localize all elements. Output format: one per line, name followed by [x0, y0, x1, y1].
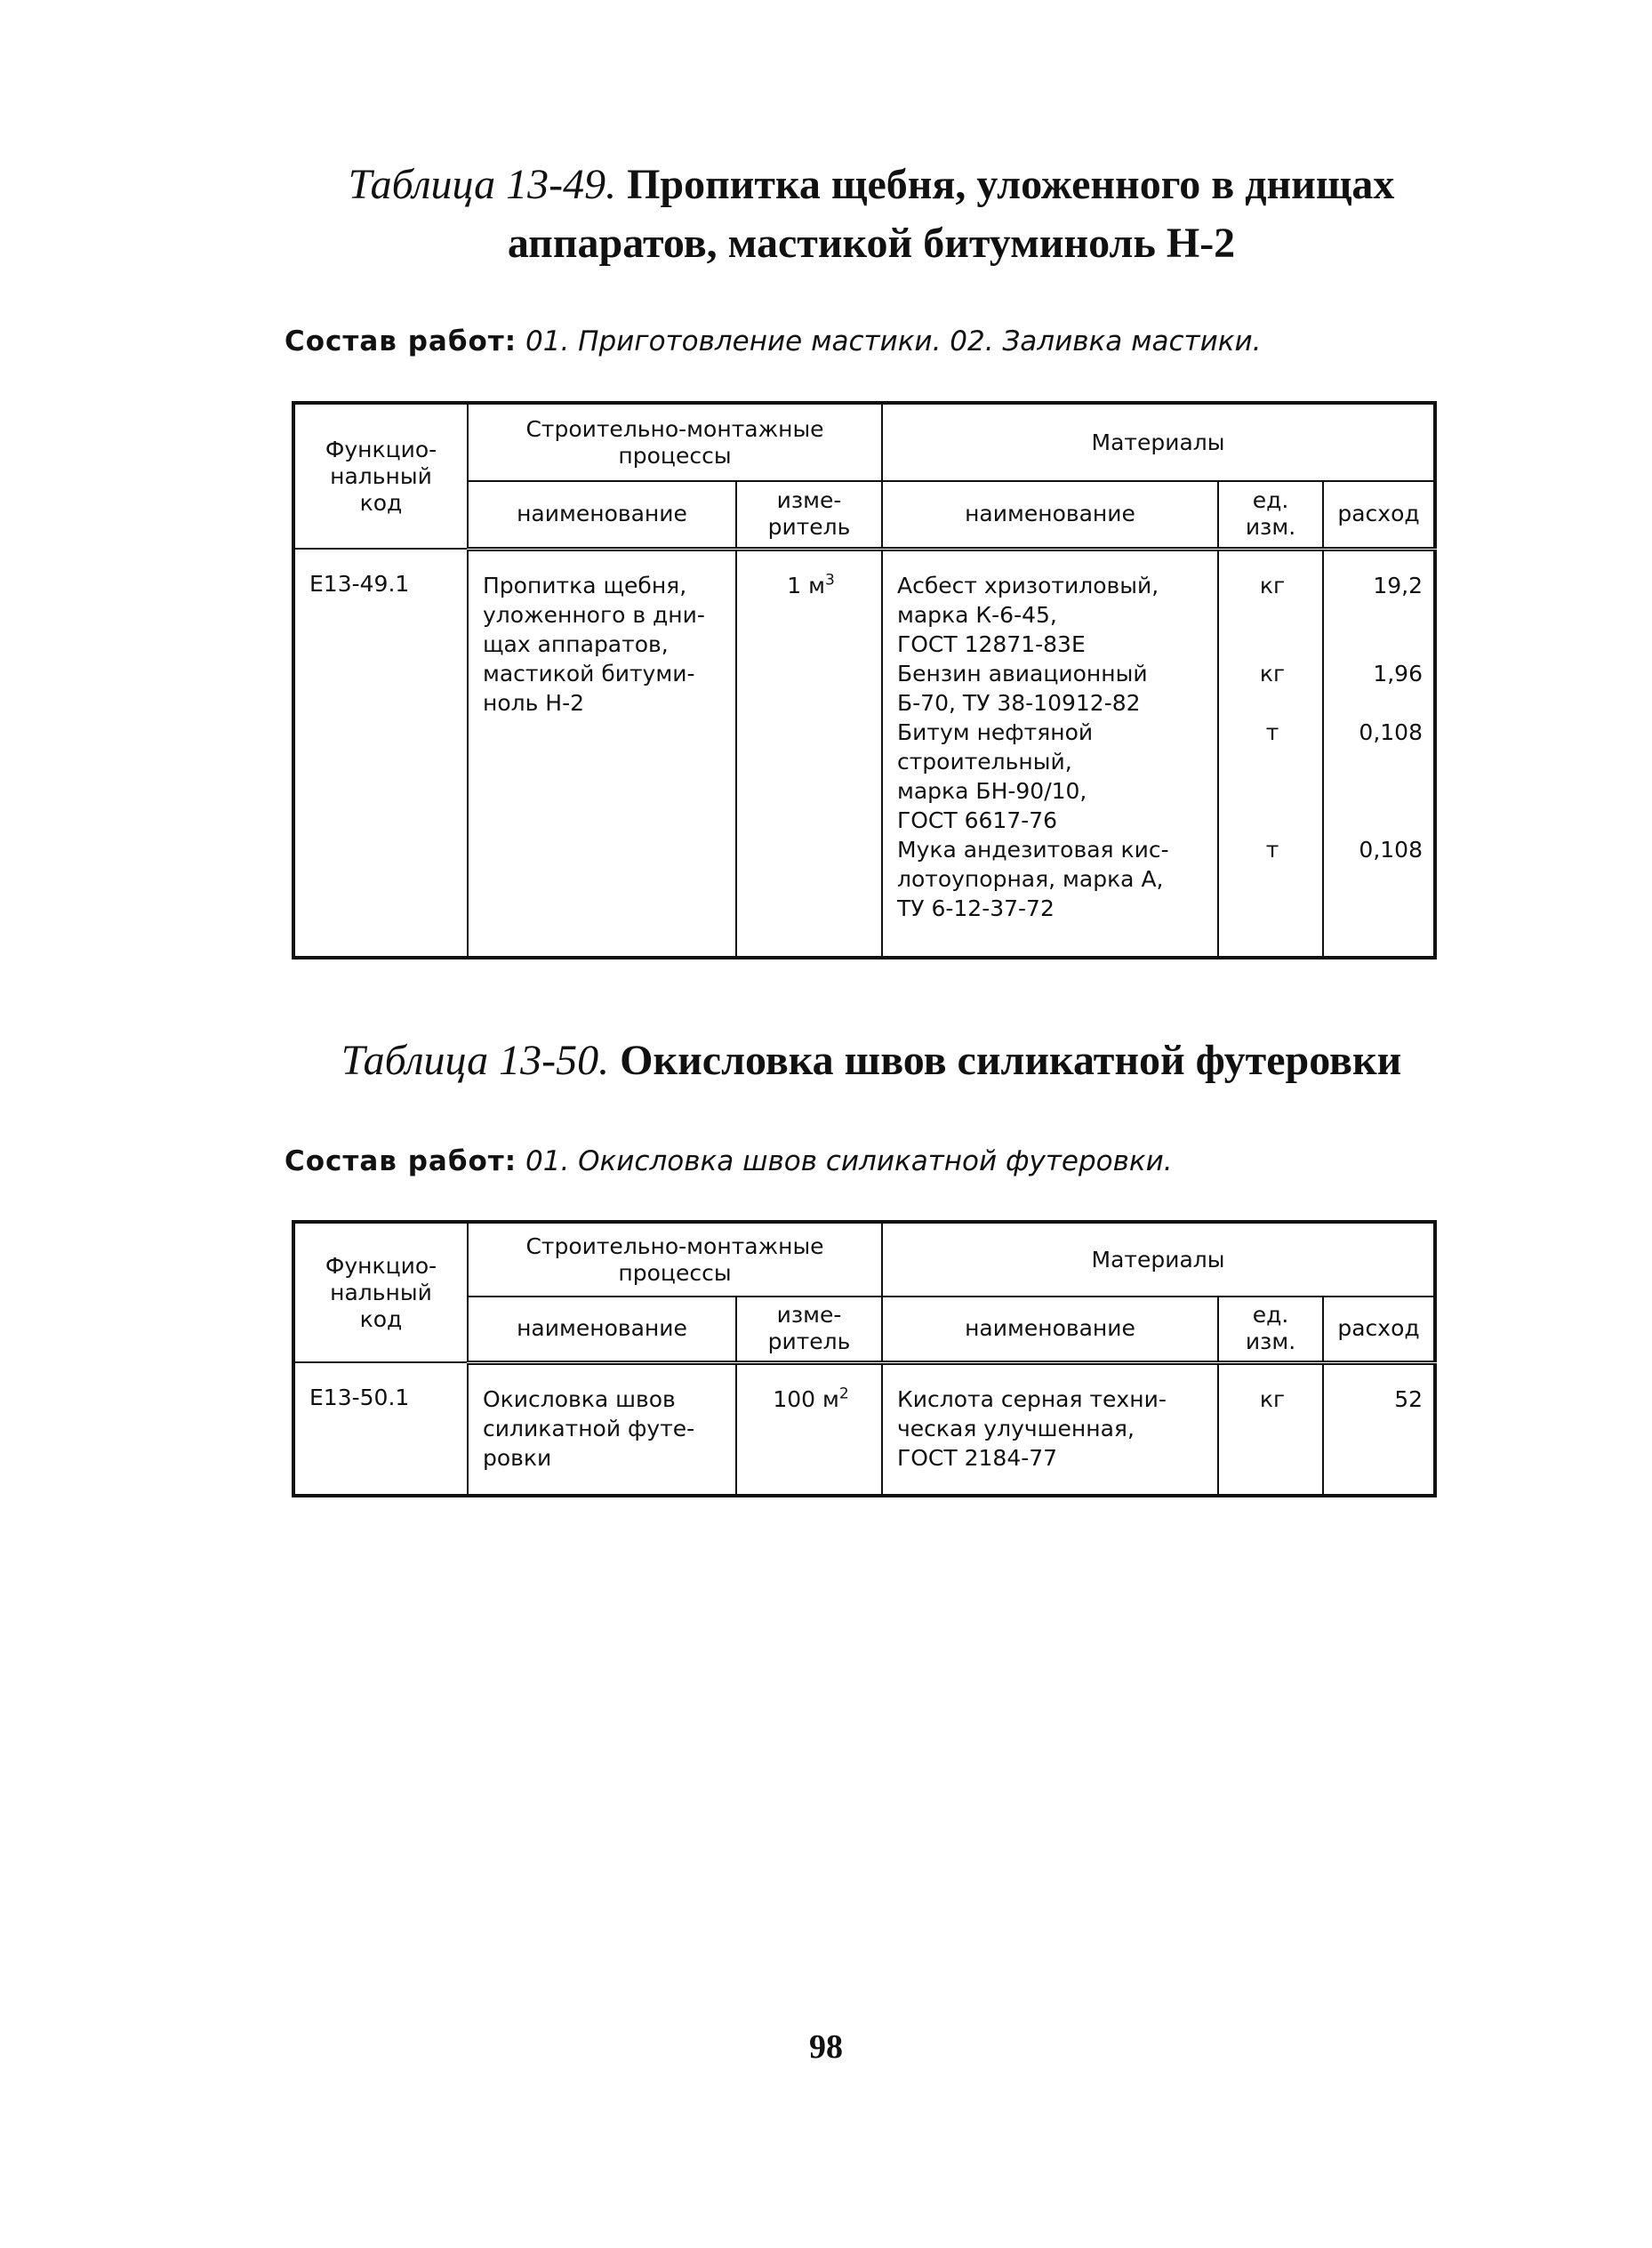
- composition-text: 01. Окисловка швов силикатной футеровки.: [525, 1145, 1173, 1177]
- cell-material-names: [882, 1362, 1218, 1496]
- header-process-unit: изме- ритель: [736, 1297, 882, 1362]
- material-qty-1: 19,2: [1373, 572, 1423, 598]
- cell-material-qty: [1323, 1362, 1435, 1496]
- cell-code: Е13-49.1: [293, 549, 468, 958]
- header-materials: Материалы: [882, 1222, 1435, 1297]
- caption-title: Пропитка щебня, уложенного в днищах: [627, 161, 1395, 208]
- composition-text: 01. Приготовление мастики. 02. Заливка мастики.: [525, 325, 1262, 357]
- header-process-name: наименование: [468, 481, 736, 549]
- caption-title: Окисловка швов силикатной футеровки: [620, 1037, 1402, 1084]
- cell-process-name: Пропитка щебня, уложенного в дни- щах аппаратов, мастикой битуми- ноль Н-2: [468, 549, 736, 958]
- material-qty-1: 52: [1394, 1385, 1423, 1412]
- header-material-unit: ед. изм.: [1218, 481, 1323, 549]
- composition-heading: Состав работ:: [285, 1145, 517, 1177]
- header-processes: Строительно-монтажные процессы: [468, 1222, 882, 1297]
- cell-process-name: Окисловка швов силикатной футе- ровки: [468, 1362, 736, 1496]
- table-row: [293, 1362, 1435, 1496]
- material-qty-4: 0,108: [1359, 836, 1423, 863]
- header-material-name: наименование: [882, 481, 1218, 549]
- norm-table-13-50: [292, 1220, 1437, 1497]
- header-code: Функцио- нальный код: [293, 403, 468, 549]
- work-composition: [285, 324, 1261, 359]
- cell-process-unit: [736, 1362, 882, 1496]
- material-unit-1: кг: [1259, 572, 1286, 598]
- table-caption-13-49: [293, 156, 1449, 273]
- process-unit-power: 2: [838, 1385, 849, 1403]
- composition-heading: Состав работ:: [285, 325, 517, 357]
- cell-code: Е13-50.1: [293, 1362, 468, 1496]
- header-material-name: наименование: [882, 1297, 1218, 1362]
- material-unit-2: кг: [1259, 660, 1286, 686]
- process-unit-power: 3: [824, 571, 835, 590]
- material-unit-4: т: [1265, 836, 1279, 863]
- work-composition: [285, 1144, 1173, 1179]
- header-code: Функцио- нальный код: [293, 1222, 468, 1362]
- process-unit-value: 1 м: [787, 572, 825, 598]
- header-material-qty: расход: [1323, 481, 1435, 549]
- header-process-name: наименование: [468, 1297, 736, 1362]
- table-caption-13-50: [293, 1032, 1449, 1090]
- material-unit-1: кг: [1259, 1385, 1286, 1412]
- cell-material-names: [882, 549, 1218, 958]
- page-number: 98: [809, 2028, 843, 2066]
- cell-process-unit: [736, 549, 882, 958]
- process-unit-value: 100 м: [773, 1385, 839, 1412]
- header-material-qty: расход: [1323, 1297, 1435, 1362]
- material-name-4: Мука андезитовая кис- лотоупорная, марка А, ТУ 6-12-37-72: [897, 836, 1169, 921]
- cell-material-units: [1218, 1362, 1323, 1496]
- material-name-3: Битум нефтяной строительный, марка БН-90/10, ГОСТ 6617-76: [897, 719, 1094, 833]
- material-qty-2: 1,96: [1373, 660, 1423, 686]
- material-name-2: Бензин авиационный Б-70, ТУ 38-10912-82: [897, 660, 1148, 716]
- header-processes: Строительно-монтажные процессы: [468, 403, 882, 481]
- cell-material-units: [1218, 549, 1323, 958]
- header-material-unit: ед. изм.: [1218, 1297, 1323, 1362]
- caption-title-cont: аппаратов, мастикой битуминоль Н-2: [507, 220, 1236, 267]
- caption-label: Таблица 13-49.: [348, 161, 617, 208]
- material-name-1: Кислота серная техни- ческая улучшенная, ГОСТ 2184-77: [897, 1385, 1167, 1471]
- material-qty-3: 0,108: [1359, 719, 1423, 745]
- header-materials: Материалы: [882, 403, 1435, 481]
- caption-label: Таблица 13-50.: [341, 1037, 610, 1084]
- material-name-1: Асбест хризотиловый, марка К-6-45, ГОСТ 12871-83Е: [897, 572, 1159, 657]
- material-unit-3: т: [1265, 719, 1279, 745]
- norm-table-13-49: [292, 401, 1437, 959]
- cell-material-qty: [1323, 549, 1435, 958]
- table-row: [293, 549, 1435, 958]
- header-process-unit: изме- ритель: [736, 481, 882, 549]
